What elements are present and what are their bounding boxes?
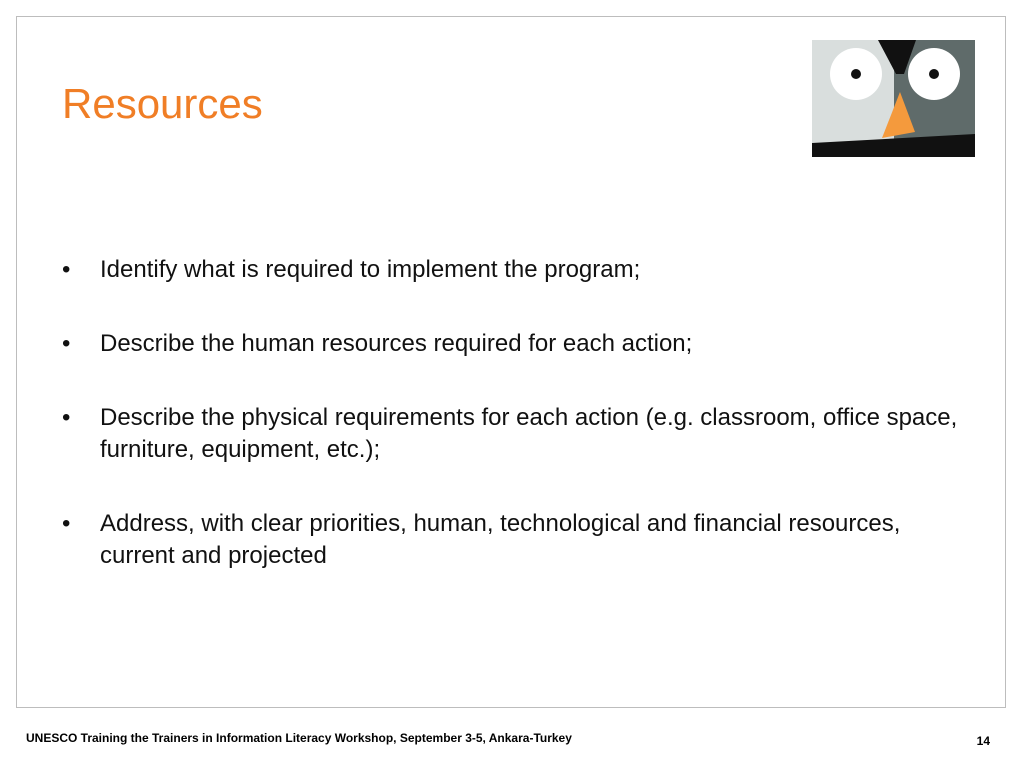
- bullet-item-4: [62, 508, 962, 572]
- bullet-text: Address, with clear priorities, human, technological and financial resources, current and projected: [100, 510, 901, 569]
- slide-title: Resources: [62, 80, 263, 127]
- bullet-text: Describe the human resources required for each action;: [100, 330, 693, 357]
- bullet-text: Describe the physical requirements for each action (e.g. classroom, office space, furniture, equipment, etc.);: [100, 404, 958, 463]
- bullet-marker: •: [62, 404, 71, 431]
- page-number: 14: [976, 734, 990, 748]
- bullet-item-2: [62, 328, 962, 360]
- footer-text: UNESCO Training the Trainers in Information Literacy Workshop, September 3-5, Ankara-Turkey: [26, 731, 572, 745]
- bullet-marker: •: [62, 510, 71, 537]
- bullet-text: Identify what is required to implement the program;: [100, 256, 641, 283]
- bullet-item-3: [62, 402, 962, 466]
- bullet-list: [62, 254, 962, 614]
- owl-logo-icon: [812, 40, 975, 157]
- bullet-marker: •: [62, 256, 71, 283]
- bullet-item-1: [62, 254, 962, 286]
- bullet-marker: •: [62, 330, 71, 357]
